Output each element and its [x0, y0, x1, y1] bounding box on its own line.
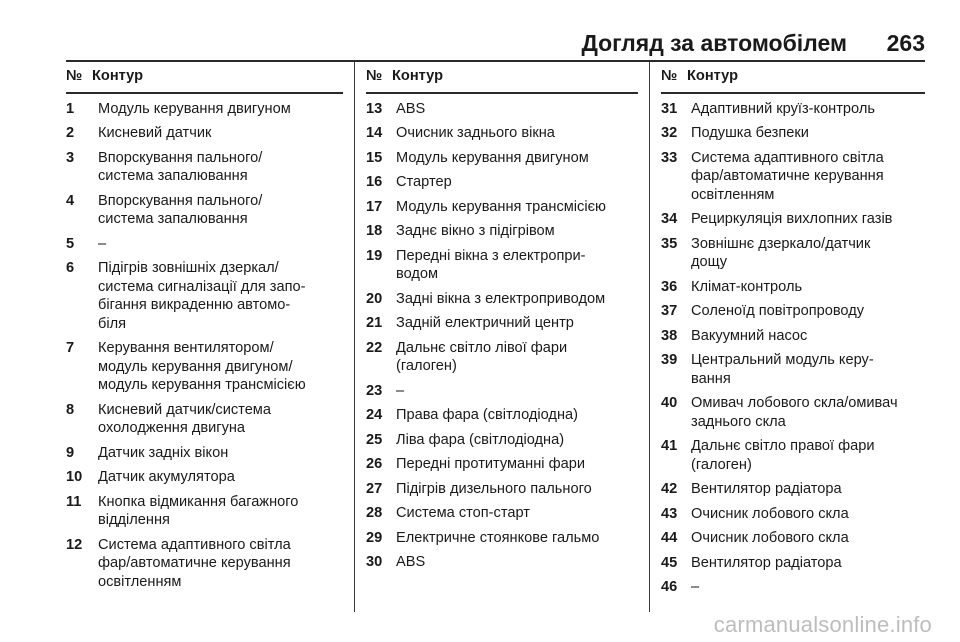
fuse-number: 4	[66, 192, 75, 209]
fuse-table-column-2	[366, 62, 638, 572]
fuse-number: 36	[661, 278, 678, 295]
circuit-name: Ліва фара (світлодіодна)	[396, 431, 565, 448]
fuse-number: 6	[66, 260, 75, 276]
table-row	[661, 149, 925, 205]
fuse-number: 43	[661, 505, 678, 522]
table-row	[661, 505, 925, 524]
table-row	[661, 437, 925, 474]
circuit-name: Задній електричний центр	[396, 315, 574, 331]
fuse-number: 30	[366, 554, 383, 570]
header-contour: Контур	[92, 68, 143, 84]
table-row	[366, 247, 638, 284]
page-title: Догляд за автомобілем	[581, 30, 847, 56]
table-row	[66, 124, 343, 143]
table-row	[366, 173, 638, 192]
fuse-number: 14	[366, 125, 383, 141]
circuit-name: Подушка безпеки	[691, 125, 809, 141]
table-row	[661, 302, 925, 321]
column-divider	[649, 62, 650, 612]
circuit-name: Очисник лобового скла	[691, 505, 849, 522]
fuse-number: 5	[66, 235, 75, 252]
fuse-number: 45	[661, 554, 678, 571]
header-number: №	[661, 68, 678, 84]
circuit-name: –	[396, 382, 405, 399]
table-row	[66, 339, 343, 395]
circuit-name: ABS	[396, 554, 426, 570]
table-row	[366, 529, 638, 548]
header-number: №	[66, 68, 83, 84]
circuit-name: Адаптивний круїз-контроль	[691, 100, 875, 117]
circuit-name: Підігрів дизельного пального	[396, 480, 592, 497]
fuse-number: 18	[366, 223, 383, 239]
circuit-name: Кнопка відмикання багажного відділення	[98, 493, 299, 528]
circuit-name: Модуль керування двигуном	[396, 149, 589, 166]
table-header	[661, 62, 925, 94]
table-row	[66, 149, 343, 186]
fuse-number: 9	[66, 444, 75, 461]
circuit-name: Заднє вікно з підігрівом	[396, 223, 555, 239]
fuse-number: 32	[661, 125, 678, 141]
fuse-number: 19	[366, 247, 383, 264]
circuit-name: Підігрів зовнішніх дзеркал/ система сигналізації для запо- бігання викраденню автомо- біля	[98, 260, 306, 332]
fuse-number: 41	[661, 438, 678, 454]
circuit-name: Дальнє світло правої фари (галоген)	[691, 438, 875, 473]
table-row	[66, 468, 343, 487]
fuse-number: 26	[366, 456, 383, 472]
fuse-number: 16	[366, 174, 383, 190]
fuse-number: 13	[366, 100, 383, 117]
circuit-name: Зовнішнє дзеркало/датчик дощу	[691, 235, 871, 270]
page-number: 263	[886, 30, 925, 56]
circuit-name: Впорскування пального/ система запалювання	[98, 149, 263, 184]
table-row	[661, 480, 925, 499]
fuse-number: 21	[366, 315, 383, 331]
circuit-name: Вентилятор радіатора	[691, 481, 842, 497]
table-row	[66, 493, 343, 530]
table-row	[66, 259, 343, 333]
circuit-name: Стартер	[396, 174, 452, 190]
circuit-name: Дальнє світло лівої фари (галоген)	[396, 339, 568, 374]
circuit-name: Впорскування пального/ система запалювання	[98, 192, 263, 227]
circuit-name: –	[98, 235, 107, 252]
fuse-number: 10	[66, 469, 83, 485]
fuse-number: 46	[661, 579, 678, 595]
table-row	[366, 339, 638, 376]
table-row	[661, 327, 925, 346]
table-row	[661, 394, 925, 431]
table-row	[661, 210, 925, 229]
fuse-number: 24	[366, 407, 383, 423]
circuit-name: Система адаптивного світла фар/автоматичне керування освітленням	[691, 149, 884, 203]
fuse-table-column-1	[66, 62, 343, 591]
table-row	[661, 529, 925, 548]
circuit-name: Центральний модуль керу- вання	[691, 352, 874, 387]
table-row	[366, 431, 638, 450]
header-contour: Контур	[392, 68, 443, 84]
fuse-number: 2	[66, 125, 75, 141]
circuit-name: Модуль керування трансмісією	[396, 198, 606, 215]
fuse-number: 39	[661, 352, 678, 368]
circuit-name: Вакуумний насос	[691, 327, 808, 344]
circuit-name: Соленоїд повітропроводу	[691, 303, 865, 319]
circuit-name: Клімат-контроль	[691, 278, 803, 295]
circuit-name: Рециркуляція вихлопних газів	[691, 211, 893, 227]
fuse-number: 3	[66, 149, 75, 166]
circuit-name: Модуль керування двигуном	[98, 100, 291, 117]
fuse-number: 28	[366, 505, 383, 521]
table-row	[66, 235, 343, 254]
fuse-number: 40	[661, 395, 678, 411]
fuse-number: 42	[661, 481, 678, 497]
table-row	[661, 351, 925, 388]
table-row	[366, 455, 638, 474]
table-row	[366, 504, 638, 523]
circuit-name: Передні вікна з електропри- водом	[396, 247, 586, 282]
table-row	[366, 480, 638, 499]
table-header	[366, 62, 638, 94]
table-row	[366, 124, 638, 143]
circuit-name: –	[691, 579, 700, 595]
fuse-number: 12	[66, 536, 83, 553]
fuse-number: 27	[366, 480, 383, 497]
table-row	[661, 554, 925, 573]
circuit-name: Омивач лобового скла/омивач заднього скла	[691, 395, 898, 430]
table-row	[366, 198, 638, 217]
fuse-number: 29	[366, 529, 383, 546]
fuse-number: 31	[661, 100, 678, 117]
watermark: carmanualsonline.info	[713, 612, 932, 637]
fuse-number: 1	[66, 100, 75, 117]
table-row	[366, 290, 638, 309]
table-row	[366, 314, 638, 333]
table-header	[66, 62, 343, 94]
fuse-number: 44	[661, 530, 678, 546]
circuit-name: Керування вентилятором/ модуль керування двигуном/ модуль керування трансмісією	[98, 340, 306, 393]
fuse-number: 25	[366, 431, 383, 448]
table-row	[366, 406, 638, 425]
circuit-name: Очисник лобового скла	[691, 530, 849, 546]
circuit-name: Система стоп-старт	[396, 505, 530, 521]
circuit-name: Задні вікна з електроприводом	[396, 290, 606, 307]
circuit-name: Кисневий датчик	[98, 125, 212, 141]
table-row	[66, 401, 343, 438]
page-header	[66, 22, 925, 62]
fuse-number: 17	[366, 198, 383, 215]
fuse-table-column-3	[661, 62, 925, 597]
table-row	[66, 444, 343, 463]
circuit-name: Вентилятор радіатора	[691, 554, 842, 571]
table-row	[366, 553, 638, 572]
fuse-number: 7	[66, 340, 75, 356]
circuit-name: Датчик акумулятора	[98, 469, 235, 485]
circuit-name: Права фара (світлодіодна)	[396, 407, 578, 423]
table-row	[366, 100, 638, 119]
fuse-number: 33	[661, 149, 678, 166]
table-row	[661, 278, 925, 297]
fuse-number: 8	[66, 401, 75, 418]
fuse-number: 23	[366, 382, 383, 399]
fuse-number: 20	[366, 290, 383, 307]
table-row	[366, 382, 638, 401]
table-row	[66, 100, 343, 119]
table-row	[661, 578, 925, 597]
fuse-number: 37	[661, 303, 678, 319]
table-row	[66, 536, 343, 592]
circuit-name: Очисник заднього вікна	[396, 125, 555, 141]
table-row	[366, 149, 638, 168]
table-row	[366, 222, 638, 241]
table-row	[661, 235, 925, 272]
fuse-number: 11	[66, 493, 82, 510]
circuit-name: Передні протитуманні фари	[396, 456, 585, 472]
fuse-number: 34	[661, 211, 678, 227]
fuse-number: 22	[366, 339, 383, 356]
circuit-name: ABS	[396, 100, 426, 117]
table-row	[66, 192, 343, 229]
fuse-number: 15	[366, 149, 383, 166]
fuse-number: 38	[661, 327, 678, 344]
circuit-name: Датчик задніх вікон	[98, 444, 229, 461]
table-row	[661, 100, 925, 119]
circuit-name: Електричне стоянкове гальмо	[396, 529, 600, 546]
circuit-name: Кисневий датчик/система охолодження двигуна	[98, 401, 271, 436]
header-number: №	[366, 68, 383, 84]
header-contour: Контур	[687, 68, 738, 84]
table-row	[661, 124, 925, 143]
column-divider	[354, 62, 355, 612]
fuse-number: 35	[661, 235, 678, 252]
circuit-name: Система адаптивного світла фар/автоматичне керування освітленням	[98, 536, 291, 590]
